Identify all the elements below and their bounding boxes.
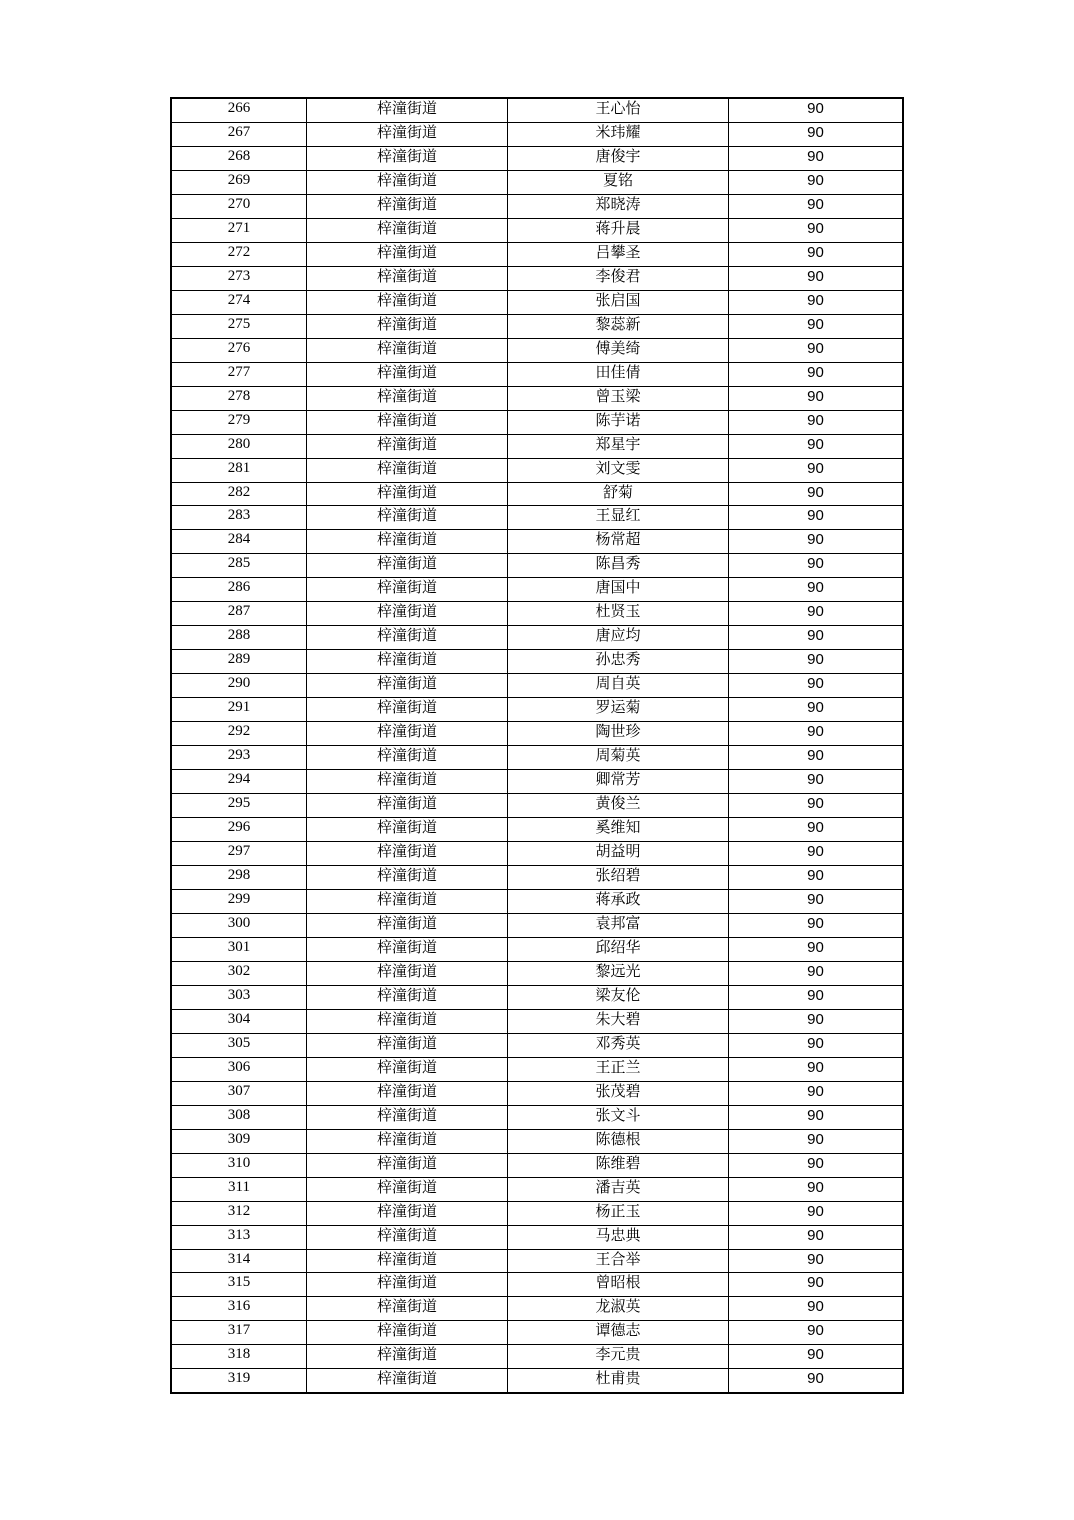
person-name-cell: 邓秀英 [508, 1033, 729, 1057]
row-number-cell: 294 [171, 770, 307, 794]
row-number-cell: 295 [171, 794, 307, 818]
person-name-cell: 郑晓涛 [508, 194, 729, 218]
district-cell: 梓潼街道 [307, 937, 508, 961]
data-table [170, 97, 904, 1394]
row-number-cell: 288 [171, 626, 307, 650]
district-cell: 梓潼街道 [307, 1249, 508, 1273]
district-cell: 梓潼街道 [307, 314, 508, 338]
person-name-cell: 李元贵 [508, 1345, 729, 1369]
row-number-cell: 304 [171, 1009, 307, 1033]
table-row [171, 266, 903, 290]
row-number-cell: 286 [171, 578, 307, 602]
person-name-cell: 陈昌秀 [508, 554, 729, 578]
score-cell: 90 [729, 1321, 904, 1345]
row-number-cell: 292 [171, 722, 307, 746]
district-cell: 梓潼街道 [307, 818, 508, 842]
score-cell: 90 [729, 266, 904, 290]
person-name-cell: 梁友伦 [508, 985, 729, 1009]
table-row [171, 530, 903, 554]
table-row [171, 362, 903, 386]
row-number-cell: 269 [171, 170, 307, 194]
district-cell: 梓潼街道 [307, 746, 508, 770]
district-cell: 梓潼街道 [307, 434, 508, 458]
row-number-cell: 279 [171, 410, 307, 434]
district-cell: 梓潼街道 [307, 866, 508, 890]
row-number-cell: 290 [171, 674, 307, 698]
person-name-cell: 周自英 [508, 674, 729, 698]
table-row [171, 1033, 903, 1057]
table-row [171, 98, 903, 122]
score-cell: 90 [729, 722, 904, 746]
row-number-cell: 298 [171, 866, 307, 890]
row-number-cell: 307 [171, 1081, 307, 1105]
table-row [171, 1201, 903, 1225]
score-cell: 90 [729, 770, 904, 794]
row-number-cell: 291 [171, 698, 307, 722]
score-cell: 90 [729, 434, 904, 458]
person-name-cell: 胡益明 [508, 842, 729, 866]
district-cell: 梓潼街道 [307, 554, 508, 578]
district-cell: 梓潼街道 [307, 1297, 508, 1321]
district-cell: 梓潼街道 [307, 1153, 508, 1177]
person-name-cell: 田佳倩 [508, 362, 729, 386]
person-name-cell: 吕攀圣 [508, 242, 729, 266]
table-row [171, 794, 903, 818]
table-row [171, 386, 903, 410]
table-row [171, 1129, 903, 1153]
district-cell: 梓潼街道 [307, 242, 508, 266]
row-number-cell: 296 [171, 818, 307, 842]
person-name-cell: 王合举 [508, 1249, 729, 1273]
row-number-cell: 268 [171, 146, 307, 170]
score-cell: 90 [729, 1081, 904, 1105]
score-cell: 90 [729, 1369, 904, 1393]
person-name-cell: 曾玉梁 [508, 386, 729, 410]
district-cell: 梓潼街道 [307, 530, 508, 554]
table-row [171, 242, 903, 266]
score-cell: 90 [729, 458, 904, 482]
score-cell: 90 [729, 866, 904, 890]
row-number-cell: 308 [171, 1105, 307, 1129]
person-name-cell: 郑星宇 [508, 434, 729, 458]
district-cell: 梓潼街道 [307, 290, 508, 314]
score-cell: 90 [729, 1225, 904, 1249]
score-cell: 90 [729, 410, 904, 434]
row-number-cell: 316 [171, 1297, 307, 1321]
row-number-cell: 317 [171, 1321, 307, 1345]
district-cell: 梓潼街道 [307, 1081, 508, 1105]
person-name-cell: 杜贤玉 [508, 602, 729, 626]
row-number-cell: 301 [171, 937, 307, 961]
score-cell: 90 [729, 1345, 904, 1369]
person-name-cell: 黄俊兰 [508, 794, 729, 818]
person-name-cell: 潘吉英 [508, 1177, 729, 1201]
table-row [171, 506, 903, 530]
table-row [171, 410, 903, 434]
person-name-cell: 黎蕊新 [508, 314, 729, 338]
district-cell: 梓潼街道 [307, 482, 508, 506]
row-number-cell: 284 [171, 530, 307, 554]
table-row [171, 1249, 903, 1273]
row-number-cell: 266 [171, 98, 307, 122]
row-number-cell: 293 [171, 746, 307, 770]
table-row [171, 194, 903, 218]
row-number-cell: 267 [171, 122, 307, 146]
table-row [171, 1321, 903, 1345]
person-name-cell: 唐应均 [508, 626, 729, 650]
table-row [171, 1225, 903, 1249]
district-cell: 梓潼街道 [307, 1057, 508, 1081]
score-cell: 90 [729, 1153, 904, 1177]
person-name-cell: 李俊君 [508, 266, 729, 290]
table-row [171, 290, 903, 314]
table-row [171, 985, 903, 1009]
district-cell: 梓潼街道 [307, 1225, 508, 1249]
score-cell: 90 [729, 626, 904, 650]
person-name-cell: 舒菊 [508, 482, 729, 506]
score-cell: 90 [729, 1249, 904, 1273]
row-number-cell: 278 [171, 386, 307, 410]
score-cell: 90 [729, 170, 904, 194]
score-cell: 90 [729, 1105, 904, 1129]
person-name-cell: 蒋升晨 [508, 218, 729, 242]
table-body [171, 98, 903, 1393]
district-cell: 梓潼街道 [307, 194, 508, 218]
district-cell: 梓潼街道 [307, 674, 508, 698]
score-cell: 90 [729, 818, 904, 842]
person-name-cell: 罗运菊 [508, 698, 729, 722]
table-row [171, 170, 903, 194]
person-name-cell: 张启国 [508, 290, 729, 314]
score-cell: 90 [729, 482, 904, 506]
row-number-cell: 272 [171, 242, 307, 266]
row-number-cell: 289 [171, 650, 307, 674]
score-cell: 90 [729, 1201, 904, 1225]
row-number-cell: 314 [171, 1249, 307, 1273]
row-number-cell: 300 [171, 913, 307, 937]
score-cell: 90 [729, 554, 904, 578]
score-cell: 90 [729, 1129, 904, 1153]
table-row [171, 1297, 903, 1321]
person-name-cell: 夏铭 [508, 170, 729, 194]
table-row [171, 1105, 903, 1129]
row-number-cell: 276 [171, 338, 307, 362]
row-number-cell: 297 [171, 842, 307, 866]
district-cell: 梓潼街道 [307, 961, 508, 985]
person-name-cell: 黎远光 [508, 961, 729, 985]
row-number-cell: 281 [171, 458, 307, 482]
score-cell: 90 [729, 889, 904, 913]
table-row [171, 961, 903, 985]
score-cell: 90 [729, 913, 904, 937]
row-number-cell: 273 [171, 266, 307, 290]
score-cell: 90 [729, 530, 904, 554]
score-cell: 90 [729, 746, 904, 770]
district-cell: 梓潼街道 [307, 362, 508, 386]
district-cell: 梓潼街道 [307, 386, 508, 410]
person-name-cell: 陈德根 [508, 1129, 729, 1153]
row-number-cell: 285 [171, 554, 307, 578]
score-cell: 90 [729, 194, 904, 218]
person-name-cell: 杨常超 [508, 530, 729, 554]
district-cell: 梓潼街道 [307, 1345, 508, 1369]
district-cell: 梓潼街道 [307, 266, 508, 290]
row-number-cell: 319 [171, 1369, 307, 1393]
district-cell: 梓潼街道 [307, 1177, 508, 1201]
district-cell: 梓潼街道 [307, 626, 508, 650]
table-row [171, 913, 903, 937]
table-row [171, 866, 903, 890]
score-cell: 90 [729, 1033, 904, 1057]
person-name-cell: 朱大碧 [508, 1009, 729, 1033]
table-row [171, 842, 903, 866]
table-row [171, 482, 903, 506]
district-cell: 梓潼街道 [307, 1273, 508, 1297]
district-cell: 梓潼街道 [307, 146, 508, 170]
table-row [171, 698, 903, 722]
score-cell: 90 [729, 674, 904, 698]
table-row [171, 1369, 903, 1393]
person-name-cell: 陶世珍 [508, 722, 729, 746]
district-cell: 梓潼街道 [307, 578, 508, 602]
table-row [171, 458, 903, 482]
row-number-cell: 299 [171, 889, 307, 913]
district-cell: 梓潼街道 [307, 985, 508, 1009]
score-cell: 90 [729, 1057, 904, 1081]
person-name-cell: 孙忠秀 [508, 650, 729, 674]
district-cell: 梓潼街道 [307, 1033, 508, 1057]
score-cell: 90 [729, 506, 904, 530]
person-name-cell: 王显红 [508, 506, 729, 530]
table-row [171, 746, 903, 770]
row-number-cell: 274 [171, 290, 307, 314]
row-number-cell: 313 [171, 1225, 307, 1249]
row-number-cell: 303 [171, 985, 307, 1009]
row-number-cell: 315 [171, 1273, 307, 1297]
person-name-cell: 陈维碧 [508, 1153, 729, 1177]
person-name-cell: 袁邦富 [508, 913, 729, 937]
table-row [171, 722, 903, 746]
table-row [171, 1177, 903, 1201]
district-cell: 梓潼街道 [307, 506, 508, 530]
score-cell: 90 [729, 1177, 904, 1201]
score-cell: 90 [729, 602, 904, 626]
row-number-cell: 306 [171, 1057, 307, 1081]
table-row [171, 626, 903, 650]
score-cell: 90 [729, 242, 904, 266]
table-row [171, 578, 903, 602]
table-row [171, 554, 903, 578]
row-number-cell: 311 [171, 1177, 307, 1201]
table-row [171, 770, 903, 794]
row-number-cell: 312 [171, 1201, 307, 1225]
district-cell: 梓潼街道 [307, 122, 508, 146]
score-cell: 90 [729, 937, 904, 961]
score-cell: 90 [729, 794, 904, 818]
person-name-cell: 龙淑英 [508, 1297, 729, 1321]
table-row [171, 602, 903, 626]
district-cell: 梓潼街道 [307, 458, 508, 482]
score-cell: 90 [729, 650, 904, 674]
district-cell: 梓潼街道 [307, 602, 508, 626]
table-row [171, 650, 903, 674]
person-name-cell: 米玮耀 [508, 122, 729, 146]
person-name-cell: 周菊英 [508, 746, 729, 770]
row-number-cell: 318 [171, 1345, 307, 1369]
row-number-cell: 305 [171, 1033, 307, 1057]
person-name-cell: 陈芋诺 [508, 410, 729, 434]
district-cell: 梓潼街道 [307, 698, 508, 722]
district-cell: 梓潼街道 [307, 842, 508, 866]
score-cell: 90 [729, 961, 904, 985]
table-row [171, 674, 903, 698]
row-number-cell: 271 [171, 218, 307, 242]
district-cell: 梓潼街道 [307, 1369, 508, 1393]
district-cell: 梓潼街道 [307, 770, 508, 794]
district-cell: 梓潼街道 [307, 1129, 508, 1153]
table-row [171, 1057, 903, 1081]
person-name-cell: 卿常芳 [508, 770, 729, 794]
score-cell: 90 [729, 386, 904, 410]
row-number-cell: 309 [171, 1129, 307, 1153]
person-name-cell: 奚维知 [508, 818, 729, 842]
table-row [171, 146, 903, 170]
table-row [171, 889, 903, 913]
district-cell: 梓潼街道 [307, 794, 508, 818]
score-cell: 90 [729, 985, 904, 1009]
district-cell: 梓潼街道 [307, 913, 508, 937]
person-name-cell: 蒋承政 [508, 889, 729, 913]
person-name-cell: 马忠典 [508, 1225, 729, 1249]
score-cell: 90 [729, 98, 904, 122]
row-number-cell: 275 [171, 314, 307, 338]
district-cell: 梓潼街道 [307, 338, 508, 362]
score-cell: 90 [729, 578, 904, 602]
person-name-cell: 谭德志 [508, 1321, 729, 1345]
row-number-cell: 277 [171, 362, 307, 386]
score-cell: 90 [729, 314, 904, 338]
district-cell: 梓潼街道 [307, 98, 508, 122]
district-cell: 梓潼街道 [307, 410, 508, 434]
score-cell: 90 [729, 218, 904, 242]
score-cell: 90 [729, 1009, 904, 1033]
table-row [171, 314, 903, 338]
score-cell: 90 [729, 146, 904, 170]
table-row [171, 218, 903, 242]
score-cell: 90 [729, 1273, 904, 1297]
table-row [171, 937, 903, 961]
person-name-cell: 张文斗 [508, 1105, 729, 1129]
person-name-cell: 邱绍华 [508, 937, 729, 961]
person-name-cell: 曾昭根 [508, 1273, 729, 1297]
table-row [171, 1081, 903, 1105]
person-name-cell: 杜甫贵 [508, 1369, 729, 1393]
score-cell: 90 [729, 338, 904, 362]
district-cell: 梓潼街道 [307, 889, 508, 913]
row-number-cell: 283 [171, 506, 307, 530]
row-number-cell: 280 [171, 434, 307, 458]
district-cell: 梓潼街道 [307, 1321, 508, 1345]
score-cell: 90 [729, 122, 904, 146]
score-cell: 90 [729, 1297, 904, 1321]
district-cell: 梓潼街道 [307, 722, 508, 746]
person-name-cell: 王心怡 [508, 98, 729, 122]
district-cell: 梓潼街道 [307, 218, 508, 242]
district-cell: 梓潼街道 [307, 1201, 508, 1225]
table-row [171, 1153, 903, 1177]
district-cell: 梓潼街道 [307, 1009, 508, 1033]
district-cell: 梓潼街道 [307, 170, 508, 194]
person-name-cell: 傅美绮 [508, 338, 729, 362]
score-cell: 90 [729, 290, 904, 314]
row-number-cell: 282 [171, 482, 307, 506]
score-cell: 90 [729, 842, 904, 866]
person-name-cell: 张绍碧 [508, 866, 729, 890]
table-row [171, 818, 903, 842]
table-row [171, 122, 903, 146]
table-row [171, 434, 903, 458]
row-number-cell: 302 [171, 961, 307, 985]
person-name-cell: 张茂碧 [508, 1081, 729, 1105]
score-cell: 90 [729, 362, 904, 386]
person-name-cell: 杨正玉 [508, 1201, 729, 1225]
person-name-cell: 王正兰 [508, 1057, 729, 1081]
row-number-cell: 287 [171, 602, 307, 626]
person-name-cell: 唐国中 [508, 578, 729, 602]
row-number-cell: 310 [171, 1153, 307, 1177]
table-row [171, 338, 903, 362]
score-cell: 90 [729, 698, 904, 722]
district-cell: 梓潼街道 [307, 1105, 508, 1129]
district-cell: 梓潼街道 [307, 650, 508, 674]
person-name-cell: 唐俊宇 [508, 146, 729, 170]
row-number-cell: 270 [171, 194, 307, 218]
table-row [171, 1009, 903, 1033]
table-row [171, 1273, 903, 1297]
table-row [171, 1345, 903, 1369]
person-name-cell: 刘文雯 [508, 458, 729, 482]
